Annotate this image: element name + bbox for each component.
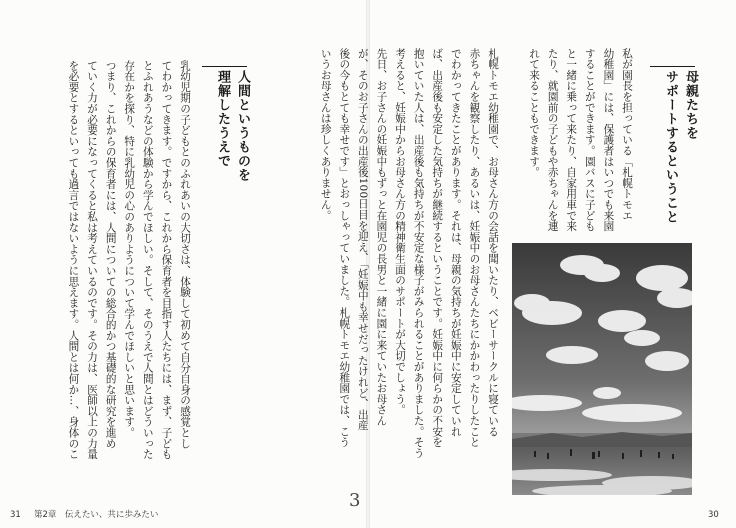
heading-line: 人間というものを [235,70,250,182]
heading-rule [202,66,247,67]
text-column: いうお母さんは珍しくありません。 [319,48,332,221]
text-column: 赤ちゃんを観察したり、あるいは、妊娠中のお母さんたちにかかわったりしたこと [468,48,481,448]
text-column: つまり、これからの保育者には、人間についての総合的かつ基礎的な研究を進め [104,60,117,449]
text-column: 存在かを探り、特に乳幼児の心のありようについて学んでほしいと思います。 [123,60,136,438]
text-column: ていく力が必要になってくると私は考えているのです。その力は、医師以上の力量 [86,60,99,460]
text-column: 私が園長を担っている「札幌トモエ [621,48,633,221]
heading-line: 母親たちを [683,70,698,140]
left-page-number: 31 [10,510,21,520]
text-column: でわかってきたことがあります。それは、母親の気持ちが妊娠中に安定していれ [449,48,462,437]
heading-rule [650,66,695,67]
left-page-body [60,60,194,460]
heading-line: サポートするということ [663,70,678,224]
text-column: れて来ることもできます。 [528,48,541,178]
right-page-body [300,48,502,488]
right-page-number: 30 [708,510,719,520]
right-page-body-short [518,48,636,244]
text-column: 幼稚園」には、保護者はいつでも来園 [602,48,615,232]
text-column: することができます。園バスに子ども [583,48,596,232]
text-column: が、そのお子さんの出産後100日目を迎え、「妊娠中も幸せだったけれど、出産 [356,48,369,431]
beach-photo [512,243,692,495]
text-column: ば、出産後も安定した気持ちが継続するということです。妊娠中に何らかの不安を [431,48,444,448]
text-column: を必要とするといっても過言ではないように思えます。人間とは何か…、身体のこ [67,60,80,460]
text-column: 先日、お子さんの妊娠中もずっと在園児の長男と一緒に園に来ていたお母さん [375,48,388,426]
text-column: 乳幼児期の子どもとのふれあいの大切さは、体験して初めて自分自身の感覚とし [179,60,191,449]
running-footer: 第2章 伝えたい、共に歩みたい [34,510,159,520]
heading-line: 理解したうえで [215,70,230,168]
text-column: 札幌トモエ幼稚園で、お母さん方の会話を聞いたり、ベビーサークルに寝ている [487,48,499,437]
text-column: たり、就園前の子どもや赤ちゃんを連 [546,48,559,232]
left-page-heading [212,70,252,270]
beach-photo-image [512,243,692,495]
text-column: とふれあうなどの体験から学んでほしい。そして、そのうえで人間とはどういった [141,60,154,460]
text-column: と一緒に乗って来たり、自家用車で来 [565,48,578,232]
text-column: てわかってきます。ですから、これから保育者を目指す人たちには、まず、子ども [160,60,173,460]
text-column: 後の今もとても幸せです」とおっしゃっていました。札幌トモエ幼稚園では、こう [338,48,351,448]
text-column: 考えると、妊娠中からお母さん方の精神衛生面のサポートが大切でしょう。 [394,48,407,416]
handwritten-mark: 3 [349,490,361,511]
text-column: 抱いていた人は、出産後も気持ちが不安定な様子がみられることがありました。そう [412,48,425,459]
